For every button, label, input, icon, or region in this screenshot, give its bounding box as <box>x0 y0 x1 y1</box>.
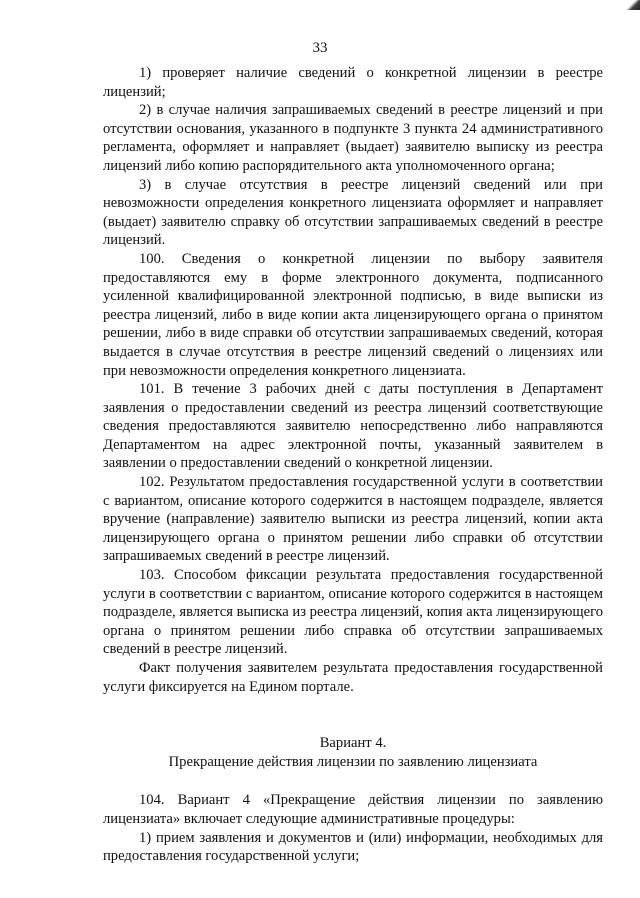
paragraph-fact: Факт получения заявителем результата предоставления государственной услуги фиксируется на Едином портале. <box>103 660 603 695</box>
section-title-variant: Вариант 4. <box>319 735 387 752</box>
page-number: 33 <box>312 40 328 56</box>
paragraph-100: 100. Сведения о конкретной лицензии по выбору заявителя предоставляются ему в форме электронного документа, подписанного усиленной квалифицированной электронной подписью, в виде выписки из реестра лицензий, либо в виде копии акта лицензирующего органа о принятом решении, либо в виде справки об отсутствии запрашиваемых сведений, которая выдается в случае отсутствия в реестре лицензий сведений о лицензиях или при невозможности определения конкретного лицензиата. <box>103 250 603 379</box>
paragraph-104: 104. Вариант 4 «Прекращение действия лицензии по заявлению лицензиата» включает следующие административные процедуры: <box>103 792 603 827</box>
document-body <box>103 64 603 866</box>
scan-corner-mark <box>626 0 640 10</box>
paragraph-item-3: 3) в случае отсутствия в реестре лицензий сведений или при невозможности определения конкретного лицензиата оформляет и направляет (выдает) заявителю справку об отсутствии запрашиваемых сведений в реестре лицензий. <box>103 176 603 249</box>
paragraph-102: 102. Результатом предоставления государственной услуги в соответствии с вариантом, описание которого содержится в настоящем подразделе, является вручение (направление) заявителю выписки из реестра лицензий, копии акта лицензирующего органа о принятом решении либо справки об отсутствии запрашиваемых сведений в реестре лицензий. <box>103 474 603 565</box>
paragraph-item-1: 1) проверяет наличие сведений о конкретной лицензии в реестре лицензий; <box>103 65 603 100</box>
section-title-name: Прекращение действия лицензии по заявлению лицензиата <box>168 753 538 770</box>
paragraph-103: 103. Способом фиксации результата предоставления государственной услуги в соответствии с вариантом, описание которого содержится в настоящем подразделе, является выписка из реестра лицензий, копия акта лицензирующего органа о принятом решении либо справка об отсутствии запрашиваемых сведений в реестре лицензий. <box>103 567 603 658</box>
spacer <box>103 771 603 791</box>
paragraph-101: 101. В течение 3 рабочих дней с даты поступления в Департамент заявления о предоставлении сведений из реестра лицензий соответствующие сведения предоставляются заявителю непосредственно либо направляются Департаментом на адрес электронной почты, указанный заявителем в заявлении о предоставлении сведений о конкретной лицензии. <box>103 381 603 472</box>
paragraph-procedure-1: 1) прием заявления и документов и (или) информации, необходимых для предоставления государственной услуги; <box>103 829 603 865</box>
spacer <box>103 696 603 734</box>
paragraph-item-2: 2) в случае наличия запрашиваемых сведений в реестре лицензий и при отсутствии основания, указанного в подпункте 3 пункта 24 административного регламента, оформляет и направляет (выдает) заявителю выписку из реестра лицензий либо копию распорядительного акта уполномоченного органа; <box>103 102 603 174</box>
